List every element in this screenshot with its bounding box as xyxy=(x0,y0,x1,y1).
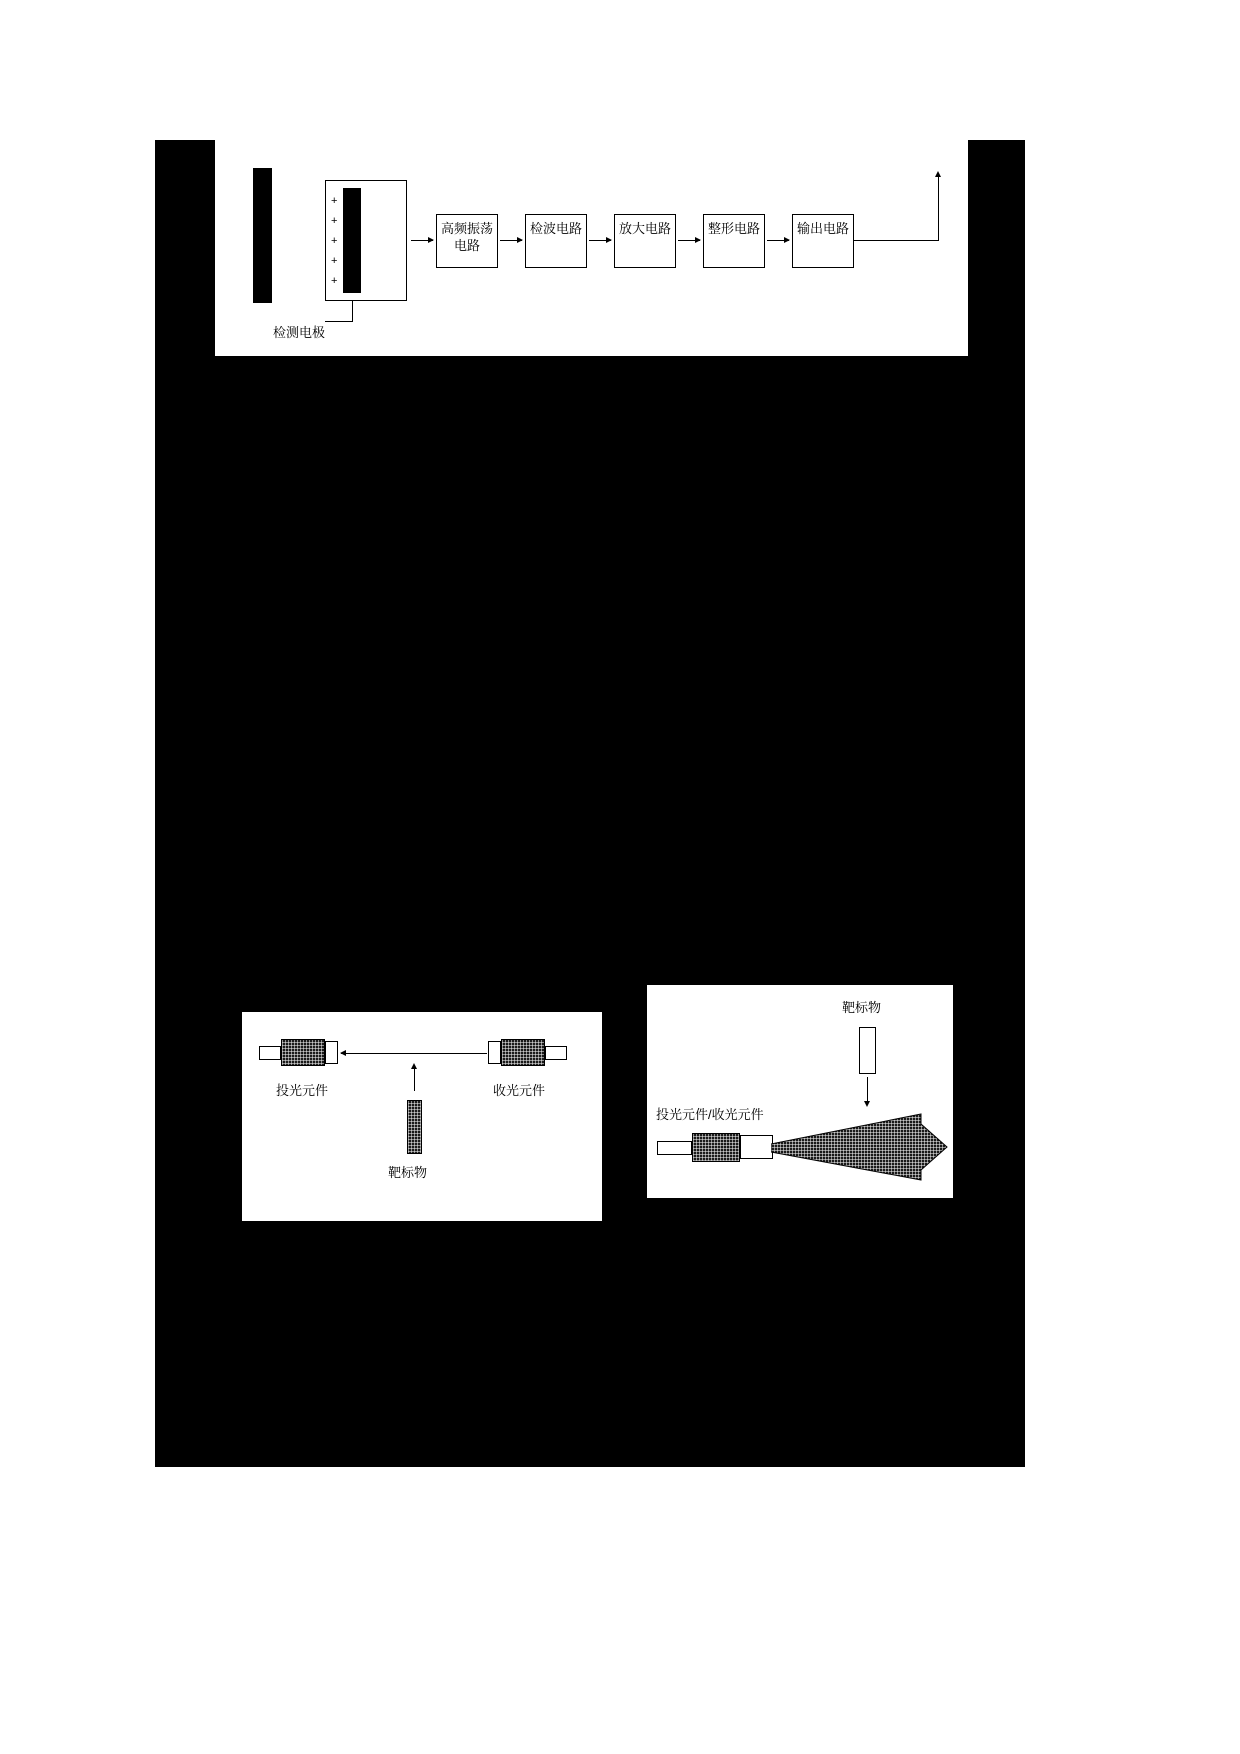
target-object-label: 靶标物 xyxy=(388,1165,428,1180)
emitter-label: 投光元件 xyxy=(276,1083,329,1098)
capacitive-sensor-diagram xyxy=(215,140,968,356)
emitter-cable-end xyxy=(259,1046,281,1060)
arrow-detector-to-amplifier xyxy=(589,240,611,241)
receiver-cable-end xyxy=(545,1046,567,1060)
output-arrow-up xyxy=(938,177,939,241)
detection-electrode-caption: 检测电极 xyxy=(273,325,326,340)
arrow-osc-to-detector xyxy=(500,240,522,241)
reflect-sensor-body xyxy=(692,1133,740,1162)
reflect-target-object xyxy=(859,1027,876,1074)
reflect-sensor-cable-end xyxy=(657,1141,692,1155)
emitter-body xyxy=(281,1039,325,1066)
diffuse-reflective-sensor-diagram xyxy=(647,985,953,1198)
electrode-leader-line-h xyxy=(325,321,353,322)
charge-symbol: + xyxy=(331,235,338,247)
charge-symbol: + xyxy=(331,215,338,227)
arrow-electrode-to-osc xyxy=(411,240,433,241)
receiver-lens-face xyxy=(488,1041,501,1064)
block-shaping-circuit: 整形电路 xyxy=(703,214,765,268)
page-body-lower-block xyxy=(155,356,1025,1467)
arrow-shaper-to-output xyxy=(767,240,789,241)
electrode-leader-line xyxy=(352,301,353,321)
receiver-body xyxy=(501,1039,545,1066)
beam-cone xyxy=(771,1108,956,1188)
reflect-sensor-lens-face xyxy=(740,1135,773,1159)
charge-symbol: + xyxy=(331,195,338,207)
target-object xyxy=(407,1100,422,1154)
through-beam-sensor-diagram xyxy=(242,1012,602,1221)
detection-electrode-plate xyxy=(343,188,361,293)
reflect-target-label: 靶标物 xyxy=(842,1000,882,1015)
block-high-frequency-oscillator: 高频振荡电路 xyxy=(436,214,498,268)
target-object-bar xyxy=(253,168,272,303)
block-output-circuit: 输出电路 xyxy=(792,214,854,268)
beam-line xyxy=(341,1053,487,1054)
target-pointer-arrow xyxy=(414,1069,415,1091)
receiver-label: 收光元件 xyxy=(493,1083,546,1098)
emitter-lens-face xyxy=(325,1041,338,1064)
charge-symbol: + xyxy=(331,275,338,287)
charge-symbols xyxy=(331,196,337,287)
arrow-amplifier-to-shaper xyxy=(678,240,700,241)
charge-symbol: + xyxy=(331,255,338,267)
block-detector-circuit: 检波电路 xyxy=(525,214,587,268)
reflect-target-arrow-down xyxy=(867,1077,868,1101)
reflect-sensor-label: 投光元件/收光元件 xyxy=(656,1107,764,1122)
output-line-horizontal xyxy=(854,240,939,241)
block-amplifier-circuit: 放大电路 xyxy=(614,214,676,268)
